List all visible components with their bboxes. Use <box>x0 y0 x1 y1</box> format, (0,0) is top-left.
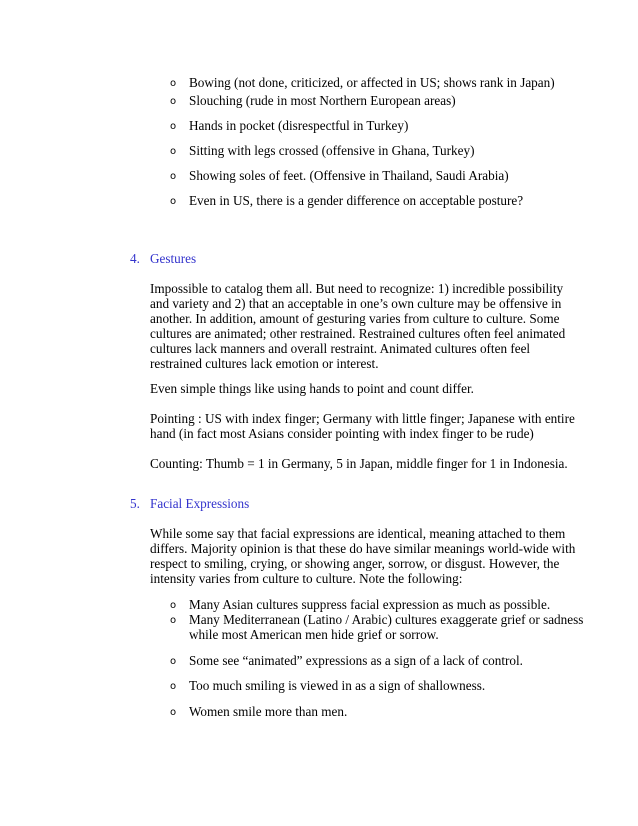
posture-bullet-2: Slouching (rude in most Northern European areas) <box>189 93 456 108</box>
bullet-marker: o <box>170 681 177 692</box>
bullet-marker: o <box>170 171 177 182</box>
facial-bullet-1: Many Asian cultures suppress facial expression as much as possible. <box>189 597 551 612</box>
bullet-marker: o <box>170 615 177 626</box>
section-5-number: 5. <box>130 496 140 511</box>
posture-bullet-3: Hands in pocket (disrespectful in Turkey) <box>189 118 409 133</box>
paragraph-line: cultures lack manners and overall restraint. Animated cultures often feel <box>150 341 531 356</box>
bullet-marker: o <box>170 96 177 107</box>
paragraph-line: While some say that facial expressions are identical, meaning attached to them <box>150 526 566 541</box>
bullet-marker: o <box>170 196 177 207</box>
facial-bullet-2-continuation: while most American men hide grief or sorrow. <box>189 627 439 642</box>
facial-bullet-4: Too much smiling is viewed in as a sign of shallowness. <box>189 678 486 693</box>
paragraph-line: another. In addition, amount of gesturing varies from culture to culture. Some <box>150 311 560 326</box>
bullet-marker: o <box>170 146 177 157</box>
bullet-marker: o <box>170 78 177 89</box>
bullet-marker: o <box>170 707 177 718</box>
section-5-title: Facial Expressions <box>150 496 250 511</box>
paragraph-line: hand (in fact most Asians consider pointing with index finger to be rude) <box>150 426 534 441</box>
paragraph-line: restrained cultures lack emotion or interest. <box>150 356 379 371</box>
posture-bullet-1: Bowing (not done, criticized, or affected in US; shows rank in Japan) <box>189 75 555 90</box>
paragraph-line: cultures are animated; other restrained. Restrained cultures often feel animated <box>150 326 566 341</box>
facial-bullet-5: Women smile more than men. <box>189 704 348 719</box>
posture-bullet-4: Sitting with legs crossed (offensive in Ghana, Turkey) <box>189 143 475 158</box>
facial-bullet-3: Some see “animated” expressions as a sign of a lack of control. <box>189 653 523 668</box>
posture-bullet-5: Showing soles of feet. (Offensive in Thailand, Saudi Arabia) <box>189 168 509 183</box>
posture-bullet-6: Even in US, there is a gender difference on acceptable posture? <box>189 193 524 208</box>
section-4-paragraph-4: Counting: Thumb = 1 in Germany, 5 in Japan, middle finger for 1 in Indonesia. <box>150 456 568 471</box>
paragraph-line: and variety and 2) that an acceptable in one’s own culture may be offensive in <box>150 296 562 311</box>
section-4-number: 4. <box>130 251 140 266</box>
section-4-title: Gestures <box>150 251 197 266</box>
facial-bullet-2: Many Mediterranean (Latino / Arabic) cultures exaggerate grief or sadness <box>189 612 584 627</box>
paragraph-line: differs. Majority opinion is that these do have similar meanings world-wide with <box>150 541 576 556</box>
bullet-marker: o <box>170 656 177 667</box>
paragraph-line: intensity varies from culture to culture. Note the following: <box>150 571 463 586</box>
paragraph-line: Impossible to catalog them all. But need to recognize: 1) incredible possibility <box>150 281 564 296</box>
bullet-marker: o <box>170 121 177 132</box>
bullet-marker: o <box>170 600 177 611</box>
paragraph-line: Pointing : US with index finger; Germany with little finger; Japanese with entire <box>150 411 575 426</box>
paragraph-line: respect to smiling, crying, or showing anger, sorrow, or disgust. However, the <box>150 556 560 571</box>
section-4-paragraph-2: Even simple things like using hands to point and count differ. <box>150 381 474 396</box>
